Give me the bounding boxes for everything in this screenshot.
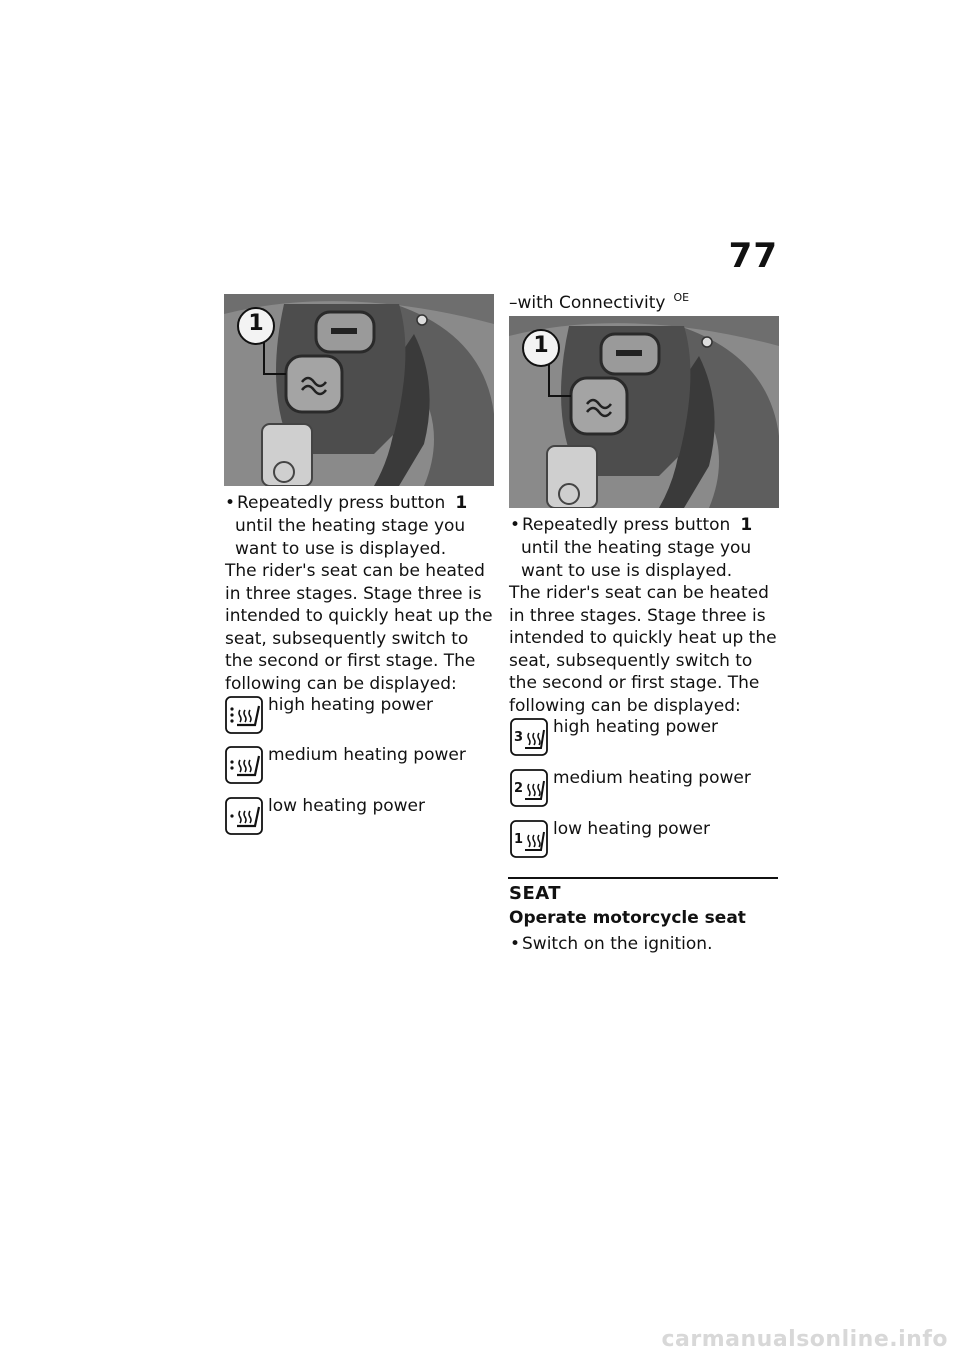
description-line: in three stages. Stage three is xyxy=(509,605,766,626)
section-subheading: Operate motorcycle seat xyxy=(509,908,746,928)
watermark: carmanualsonline.info xyxy=(661,1327,948,1352)
step-press-button-left xyxy=(225,492,495,514)
section-divider xyxy=(508,877,778,879)
description-line: The rider's seat can be heated xyxy=(225,561,485,581)
description-line: The rider's seat can be heated xyxy=(509,583,769,603)
handlebar-switch-photo-right xyxy=(509,316,779,508)
description-line: in three stages. Stage three is xyxy=(225,583,482,604)
step-text: Repeatedly press button xyxy=(522,515,731,535)
description-line: intended to quickly heat up the xyxy=(509,628,777,648)
bullet-dot: • xyxy=(510,515,521,535)
level-label-medium-left: medium heating power xyxy=(268,745,466,765)
bullet-dot: • xyxy=(225,493,236,513)
description-line: the second or first stage. The xyxy=(225,651,476,671)
seat-heating-1-icon xyxy=(510,820,548,858)
step-text: Switch on the ignition. xyxy=(522,934,713,954)
level-label-high-left: high heating power xyxy=(268,695,434,715)
level-label-medium-right: medium heating power xyxy=(553,768,751,788)
callout-1-left: 1 xyxy=(248,311,264,336)
description-line: intended to quickly heat up the xyxy=(225,606,493,626)
bullet-dot: • xyxy=(510,934,521,954)
step-text: Repeatedly press button xyxy=(237,493,446,513)
description-right xyxy=(509,582,777,717)
level-digit-1: 1 xyxy=(514,832,524,847)
handlebar-switch-photo-left xyxy=(224,294,494,486)
level-label-high-right: high heating power xyxy=(553,717,719,737)
level-label-low-left: low heating power xyxy=(268,796,425,816)
callout-1-right: 1 xyxy=(533,333,549,358)
button-ref: 1 xyxy=(455,493,468,513)
seat-heating-3-icon xyxy=(510,718,548,756)
description-line: seat, subsequently switch to xyxy=(509,650,753,671)
description-line: the second or first stage. The xyxy=(509,673,760,693)
description-line: following can be displayed: xyxy=(509,695,741,716)
step-switch-ignition xyxy=(510,933,780,955)
description-line: following can be displayed: xyxy=(225,673,457,694)
level-label-low-right: low heating power xyxy=(553,819,710,839)
level-digit-3: 3 xyxy=(514,730,524,745)
variant-sup: OE xyxy=(673,291,690,304)
seat-heating-medium-icon xyxy=(225,746,263,784)
description-line: seat, subsequently switch to xyxy=(225,628,469,649)
seat-heating-2-icon xyxy=(510,769,548,807)
step-press-button-right xyxy=(510,514,780,536)
step-continuation-line-1-left: until the heating stage you xyxy=(235,516,466,536)
page-number: 77 xyxy=(728,236,778,276)
step-continuation-line-2-left: want to use is displayed. xyxy=(235,539,447,559)
button-ref: 1 xyxy=(740,515,753,535)
step-continuation-line-1-right: until the heating stage you xyxy=(521,538,752,558)
variant-label xyxy=(509,291,689,313)
level-digit-2: 2 xyxy=(514,781,524,796)
description-left xyxy=(225,560,493,695)
seat-heating-high-icon xyxy=(225,696,263,734)
step-continuation-line-2-right: want to use is displayed. xyxy=(521,561,733,581)
section-heading: SEAT xyxy=(509,883,562,904)
variant-text: –with Connectivity xyxy=(509,293,666,313)
seat-heating-low-icon xyxy=(225,797,263,835)
